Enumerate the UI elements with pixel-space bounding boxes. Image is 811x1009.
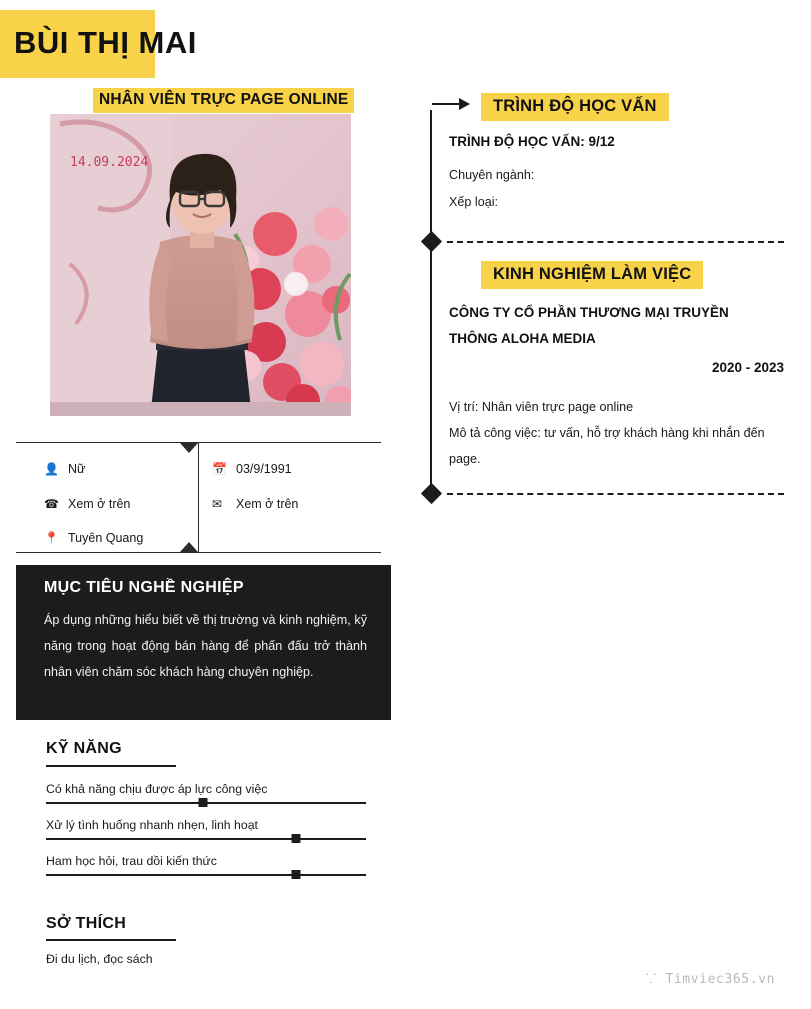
timeline-dashed-2 (447, 493, 784, 495)
skill-label: Có khả năng chịu được áp lực công việc (46, 782, 268, 796)
location-icon: 📍 (44, 531, 59, 545)
education-grade: Xếp loại: (449, 195, 499, 209)
info-gender (44, 462, 85, 476)
candidate-photo (50, 114, 351, 416)
hobbies-text: Đi du lịch, đọc sách (46, 952, 153, 966)
experience-company (449, 300, 784, 352)
skills-underline (46, 765, 176, 767)
skill-item-1 (46, 782, 366, 804)
phone-icon: ☎ (44, 497, 59, 511)
education-level: TRÌNH ĐỘ HỌC VẤN: 9/12 (449, 134, 615, 149)
info-birthday (212, 462, 292, 476)
timeline-diamond-2 (421, 483, 442, 504)
triangle-down-marker (180, 443, 198, 453)
skill-knob[interactable] (291, 834, 300, 843)
job-title: NHÂN VIÊN TRỰC PAGE ONLINE (93, 88, 354, 113)
info-divider-vertical (198, 443, 199, 552)
hobbies-title: SỞ THÍCH (46, 915, 127, 932)
experience-description: Mô tả công việc: tư vấn, hỗ trợ khách hàng khi nhắn đến page. (449, 426, 765, 466)
skill-item-3 (46, 854, 366, 876)
objective-section (16, 565, 391, 720)
skill-knob[interactable] (198, 798, 207, 807)
education-heading: TRÌNH ĐỘ HỌC VẤN (481, 93, 669, 121)
info-location-value: Tuyên Quang (68, 531, 144, 545)
calendar-icon: 📅 (212, 462, 227, 476)
skill-label: Xử lý tình huống nhanh nhẹn, linh hoạt (46, 818, 258, 832)
skill-item-2 (46, 818, 366, 840)
skill-bar[interactable] (46, 802, 366, 804)
timeline-arrow-icon (432, 103, 468, 105)
person-icon: 👤 (44, 462, 59, 476)
skill-bar[interactable] (46, 838, 366, 840)
experience-heading: KINH NGHIỆM LÀM VIỆC (481, 261, 703, 289)
info-phone (44, 497, 130, 511)
info-birthday-value: 03/9/1991 (236, 462, 292, 476)
objective-title: MỤC TIÊU NGHỀ NGHIỆP (44, 579, 244, 596)
education-major: Chuyên ngành: (449, 168, 535, 182)
experience-company-line1: CÔNG TY CỔ PHẦN THƯƠNG MẠI TRUYỀN (449, 305, 729, 320)
objective-text: Áp dụng những hiểu biết về thị trường và kinh nghiệm, kỹ năng trong hoạt động bán hàng để phấn đấu trở thành nhân viên chăm sóc khách hàng chuyên nghiệp. (44, 613, 367, 679)
skill-bar[interactable] (46, 874, 366, 876)
triangle-up-marker (180, 542, 198, 552)
info-email-value: Xem ở trên (236, 497, 299, 511)
info-location (44, 531, 143, 545)
skill-label: Ham học hỏi, trau dồi kiến thức (46, 854, 217, 868)
skills-title: KỸ NĂNG (46, 740, 122, 757)
svg-text:14.09.2024: 14.09.2024 (70, 155, 149, 170)
experience-position: Vị trí: Nhân viên trực page online (449, 400, 634, 414)
info-gender-value: Nữ (68, 462, 86, 476)
page-title: BÙI THỊ MAI (14, 25, 197, 60)
site-watermark: ⸪ Timviec365.vn (645, 972, 775, 987)
info-phone-value: Xem ở trên (68, 497, 131, 511)
experience-company-line2: THÔNG ALOHA MEDIA (449, 331, 596, 346)
info-email (212, 497, 298, 511)
info-divider-bottom (16, 552, 381, 553)
timeline-line (430, 110, 432, 500)
experience-years: 2020 - 2023 (711, 360, 784, 375)
mail-icon: ✉ (212, 497, 223, 511)
name-block (0, 10, 197, 78)
skill-knob[interactable] (291, 870, 300, 879)
timeline-dashed-1 (447, 241, 784, 243)
hobbies-underline (46, 939, 176, 941)
timeline-diamond-1 (421, 231, 442, 252)
photo-illustration (50, 114, 351, 416)
